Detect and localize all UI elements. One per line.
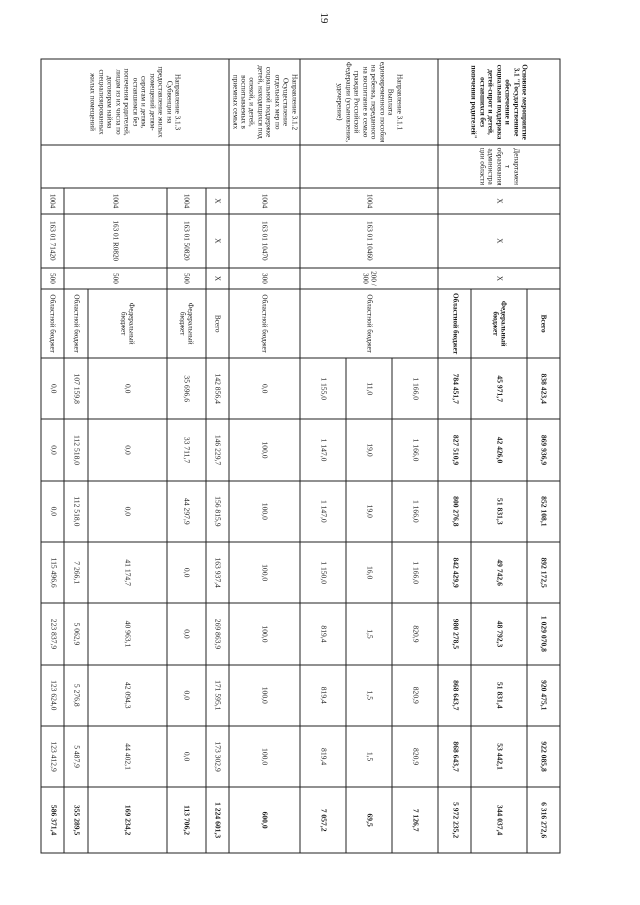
value-cell: 1 029 070,8 (526, 603, 559, 664)
source-label: Областной бюджет (41, 289, 64, 358)
value-cell: 173 302,9 (205, 725, 228, 786)
value-cell: 115 496,6 (41, 541, 64, 602)
value-cell: 100,0 (229, 664, 300, 725)
value-cell: 0,0 (166, 725, 205, 786)
value-cell: 0,0 (41, 480, 64, 541)
line-vr: 500 (41, 267, 64, 289)
value-cell: 920 475,1 (526, 664, 559, 725)
value-cell: 1,5 (346, 725, 392, 786)
table-row-main-total (526, 59, 559, 853)
value-cell: 269 863,9 (205, 603, 228, 664)
value-cell: 0,0 (87, 480, 166, 541)
value-cell: 100,0 (229, 725, 300, 786)
value-cell: 1 155,0 (299, 358, 345, 419)
value-cell: 53 442,1 (471, 725, 526, 786)
value-cell: 163 937,4 (205, 541, 228, 602)
value-cell: 5 487,9 (64, 725, 87, 786)
value-total-cell: 69,5 (346, 787, 392, 853)
value-cell: 100,0 (229, 603, 300, 664)
line-vr: 500 (166, 267, 205, 289)
direction-3-1-1-department (299, 145, 437, 188)
value-cell: 820,9 (392, 603, 438, 664)
main-activity-name: Основное мероприятие 3.1 "Государственное обеспечение и социальная поддержка детей-сирот и детей, оставшихся без попечения родителей" (438, 59, 560, 145)
value-cell: 1 147,0 (299, 480, 345, 541)
value-cell: 0,0 (41, 358, 64, 419)
direction-3-1-3-department (41, 145, 229, 188)
table-row-3-1-1-a (392, 59, 438, 853)
value-cell: 1,5 (346, 664, 392, 725)
value-cell: 42 094,3 (87, 664, 166, 725)
direction-3-1-1-rz: 1004 (299, 188, 437, 214)
value-cell: 784 451,7 (438, 358, 471, 419)
value-total-cell: 355 289,5 (64, 787, 87, 853)
direction-3-1-1-csr: 163 01 10460 (299, 213, 437, 267)
direction-3-1-2-vr: 300 (229, 267, 300, 289)
line-csr: 163 01 R0820 (64, 213, 166, 267)
value-cell: 868 643,7 (438, 725, 471, 786)
budget-table (40, 58, 560, 853)
value-total-cell: 600,0 (229, 787, 300, 853)
value-cell: 100,0 (229, 419, 300, 480)
value-cell: 45 971,7 (471, 358, 526, 419)
line-csr: 163 01 50820 (166, 213, 205, 267)
value-cell: 820,9 (392, 664, 438, 725)
value-cell: 142 856,4 (205, 358, 228, 419)
direction-3-1-2-csr: 163 01 10470 (229, 213, 300, 267)
value-cell: 0,0 (229, 358, 300, 419)
value-cell: 40 963,1 (87, 603, 166, 664)
direction-3-1-3-vr: Х (205, 267, 228, 289)
value-cell: 869 936,9 (526, 419, 559, 480)
value-cell: 48 792,3 (471, 603, 526, 664)
value-cell: 0,0 (41, 419, 64, 480)
value-cell: 123 412,9 (41, 725, 64, 786)
source-label: Федеральный бюджет (166, 289, 205, 358)
value-cell: 852 108,1 (526, 480, 559, 541)
budget-table-container (40, 58, 560, 853)
page-number: 19 (318, 12, 330, 24)
value-cell: 16,0 (346, 541, 392, 602)
source-label: Областной бюджет (438, 289, 471, 358)
value-cell: 41 174,7 (87, 541, 166, 602)
value-total-cell: 1 224 601,3 (205, 787, 228, 853)
line-rz: 1004 (166, 188, 205, 214)
source-label: Всего (205, 289, 228, 358)
main-vr: Х (438, 267, 560, 289)
value-cell: 42 426,0 (471, 419, 526, 480)
value-cell: 112 518,0 (64, 419, 87, 480)
main-department: Департамент образования администрации области (438, 145, 560, 188)
value-cell: 171 595,1 (205, 664, 228, 725)
direction-3-1-1-name: Направление 3.1.1 Выплата единовременного пособия на ребенка, переданного на воспитание в семью граждан Российской Федерации (усыновление, удочерение) (299, 59, 437, 145)
value-cell: 112 518,0 (64, 480, 87, 541)
value-cell: 922 085,8 (526, 725, 559, 786)
value-cell: 827 510,9 (438, 419, 471, 480)
direction-3-1-3-csr: Х (205, 213, 228, 267)
value-cell: 7 266,1 (64, 541, 87, 602)
source-label: Областной бюджет (229, 289, 300, 358)
value-total-cell: 5 972 235,2 (438, 787, 471, 853)
value-cell: 838 423,4 (526, 358, 559, 419)
value-cell: 1 166,0 (392, 480, 438, 541)
value-cell: 1 166,0 (392, 419, 438, 480)
value-cell: 51 831,3 (471, 480, 526, 541)
value-cell: 223 837,9 (41, 603, 64, 664)
value-cell: 5 062,9 (64, 603, 87, 664)
value-cell: 100,0 (229, 480, 300, 541)
value-total-cell: 6 316 272,6 (526, 787, 559, 853)
value-total-cell: 586 371,4 (41, 787, 64, 853)
value-cell: 19,0 (346, 419, 392, 480)
value-cell: 819,4 (299, 664, 345, 725)
value-cell: 892 172,5 (526, 541, 559, 602)
value-cell: 35 696,6 (166, 358, 205, 419)
value-cell: 1 166,0 (392, 541, 438, 602)
value-cell: 800 276,8 (438, 480, 471, 541)
value-total-cell: 169 234,2 (87, 787, 166, 853)
value-total-cell: 7 057,2 (299, 787, 345, 853)
value-cell: 0,0 (166, 664, 205, 725)
direction-3-1-2-department (229, 145, 300, 188)
value-cell: 146 229,7 (205, 419, 228, 480)
value-cell: 11,0 (346, 358, 392, 419)
value-cell: 123 624,0 (41, 664, 64, 725)
value-cell: 820,9 (392, 725, 438, 786)
direction-3-1-3-name: Направление 3.1.3 Субвенции на предоставление жилых помещений детям-сиротам и детям, оставшимся без попечения родителей, лицам из их числа по договорам найма специализированных жилых помещений (41, 59, 229, 145)
value-cell: 0,0 (166, 603, 205, 664)
direction-3-1-2-rz: 1004 (229, 188, 300, 214)
value-cell: 5 276,8 (64, 664, 87, 725)
value-cell: 0,0 (87, 419, 166, 480)
value-cell: 1 150,0 (299, 541, 345, 602)
line-rz: 1004 (41, 188, 64, 214)
main-csr: Х (438, 213, 560, 267)
main-rz: Х (438, 188, 560, 214)
value-cell: 819,4 (299, 603, 345, 664)
direction-3-1-2-name: Направление 3.1.2 Осуществление отдельных мер по социальной поддержке детей, находящихся под опекой, и детей, воспитываемых в приемных семьях (229, 59, 300, 145)
value-cell: 156 815,9 (205, 480, 228, 541)
direction-3-1-1-vr: 200 / 300 (299, 267, 437, 289)
value-total-cell: 113 706,2 (166, 787, 205, 853)
value-cell: 868 643,7 (438, 664, 471, 725)
value-cell: 49 742,6 (471, 541, 526, 602)
value-cell: 842 429,9 (438, 541, 471, 602)
source-label: Областной бюджет (299, 289, 437, 358)
value-total-cell: 344 037,4 (471, 787, 526, 853)
line-vr: 500 (64, 267, 166, 289)
source-label: Федеральный бюджет (87, 289, 166, 358)
value-cell: 0,0 (87, 358, 166, 419)
value-cell: 51 831,4 (471, 664, 526, 725)
value-cell: 980 278,5 (438, 603, 471, 664)
value-cell: 19,0 (346, 480, 392, 541)
source-label: Областной бюджет (64, 289, 87, 358)
value-cell: 819,4 (299, 725, 345, 786)
value-cell: 0,0 (166, 541, 205, 602)
direction-3-1-3-rz: Х (205, 188, 228, 214)
line-rz: 1004 (64, 188, 166, 214)
value-cell: 100,0 (229, 541, 300, 602)
value-total-cell: 7 126,7 (392, 787, 438, 853)
value-cell: 1 166,0 (392, 358, 438, 419)
value-cell: 44 297,9 (166, 480, 205, 541)
value-cell: 44 402,1 (87, 725, 166, 786)
value-cell: 1,5 (346, 603, 392, 664)
source-label: Федеральный бюджет (471, 289, 526, 358)
table-row-3-1-3-total (205, 59, 228, 853)
line-csr: 163 01 71420 (41, 213, 64, 267)
value-cell: 107 159,8 (64, 358, 87, 419)
table-row-3-1-2 (229, 59, 300, 853)
value-cell: 1 147,0 (299, 419, 345, 480)
value-cell: 33 711,7 (166, 419, 205, 480)
source-label: Всего (526, 289, 559, 358)
